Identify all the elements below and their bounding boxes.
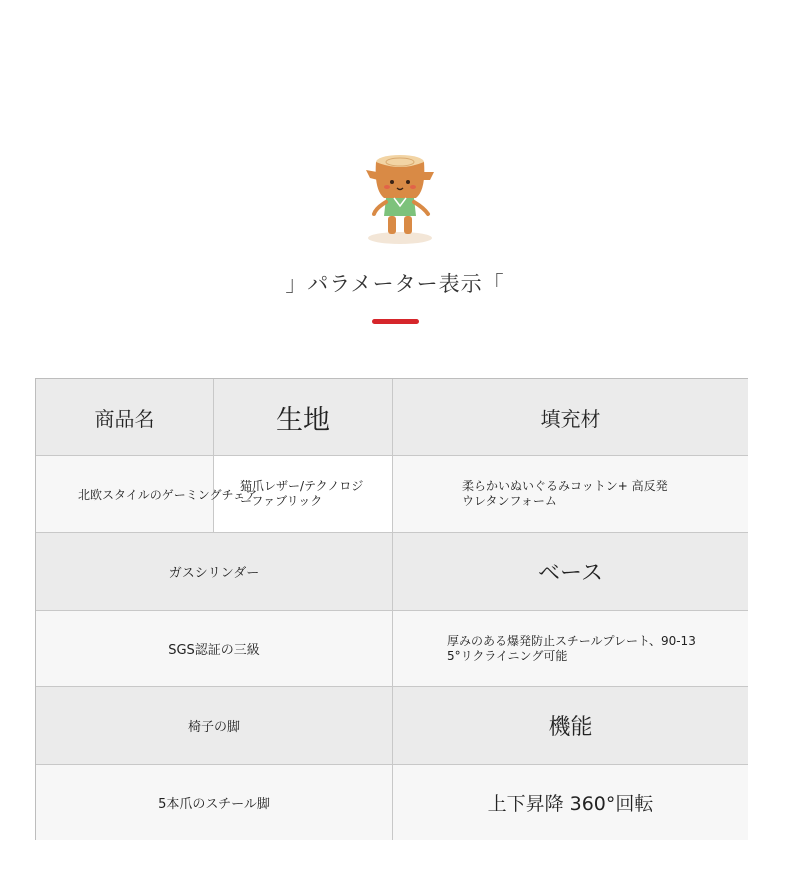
- table-cell-function-value: 上下昇降 360°回転: [393, 765, 748, 840]
- table-cell-base-label: ベース: [393, 533, 748, 611]
- table-cell-function-label: 機能: [393, 687, 748, 765]
- table-cell-fabric-value: 猫爪レザー/テクノロジ ーファブリック: [214, 456, 393, 533]
- table-cell-product-name-label: 商品名: [36, 379, 214, 456]
- parameter-table: [35, 378, 748, 840]
- table-cell-product-name-value: [36, 456, 258, 533]
- page-title: 」パラメーター表示「: [285, 272, 505, 296]
- table-cell-chair-legs-value: 5本爪のスチール脚: [36, 765, 393, 840]
- table-cell-gas-cylinder-value: SGS認証の三級: [36, 611, 393, 687]
- table-cell-gas-cylinder-label: ガスシリンダー: [36, 533, 393, 611]
- table-cell-fabric-label: 生地: [214, 379, 393, 456]
- product-name-text: 北欧スタイルのゲーミングチェア: [78, 487, 258, 502]
- title-underline-accent: [372, 319, 419, 324]
- table-cell-filling-label: 填充材: [393, 379, 748, 456]
- table-cell-filling-value: 柔らかいぬいぐるみコットン+ 高反発 ウレタンフォーム: [393, 456, 748, 533]
- table-cell-base-value: 厚みのある爆発防止スチールプレート、90-13 5°リクライニング可能: [393, 611, 748, 687]
- tree-stump-mascot-illustration: [360, 150, 440, 248]
- table-cell-chair-legs-label: 椅子の脚: [36, 687, 393, 765]
